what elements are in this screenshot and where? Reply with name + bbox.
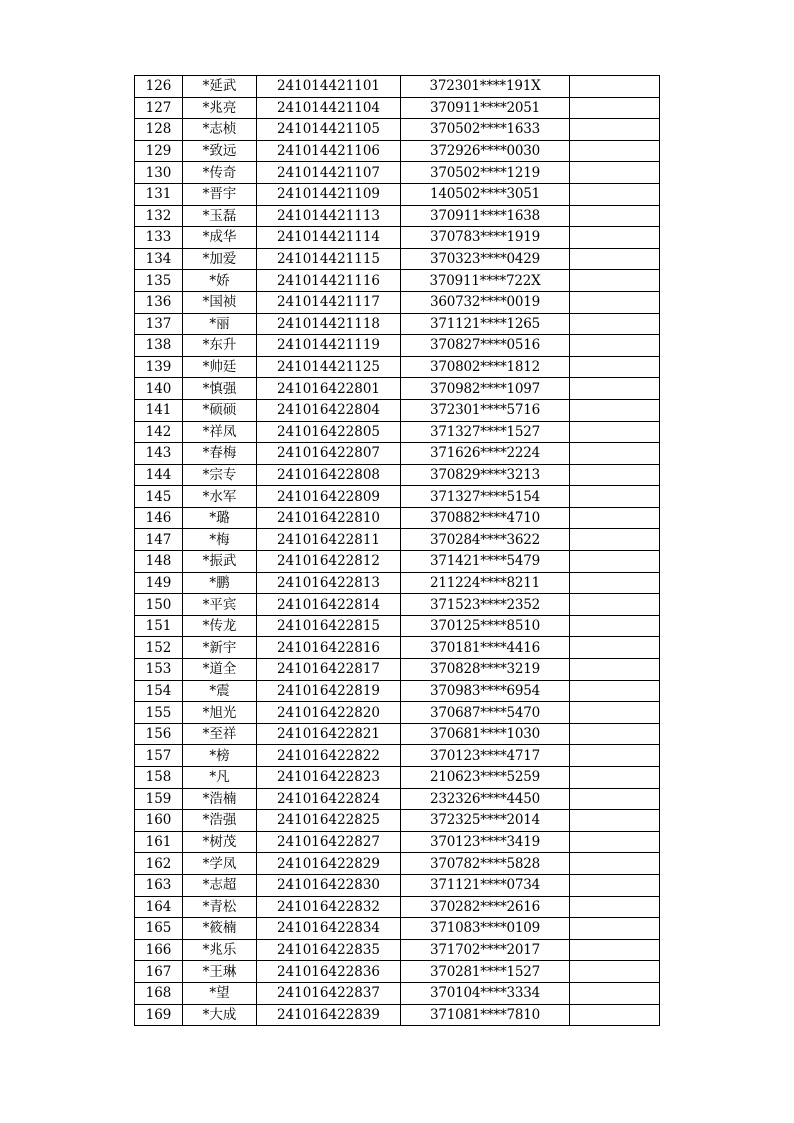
remark-cell	[570, 356, 660, 378]
remark-cell	[570, 810, 660, 832]
table-row	[135, 378, 660, 400]
table-row	[135, 227, 660, 249]
table-row	[135, 896, 660, 918]
table-row	[135, 421, 660, 443]
name-cell: *水军	[183, 486, 257, 508]
id-card-cell: 370911****722X	[401, 270, 570, 292]
id-card-cell: 370502****1219	[401, 162, 570, 184]
name-cell: *振武	[183, 551, 257, 573]
row-number-cell: 157	[135, 745, 183, 767]
row-number-cell: 160	[135, 810, 183, 832]
table-row	[135, 831, 660, 853]
row-number-cell: 168	[135, 982, 183, 1004]
student-id-cell: 241014421119	[257, 335, 401, 357]
remark-cell	[570, 76, 660, 98]
table-row	[135, 853, 660, 875]
remark-cell	[570, 119, 660, 141]
student-id-cell: 241014421125	[257, 356, 401, 378]
remark-cell	[570, 767, 660, 789]
roster-table-body	[135, 76, 660, 1026]
student-id-cell: 241016422820	[257, 702, 401, 724]
row-number-cell: 164	[135, 896, 183, 918]
id-card-cell: 210623****5259	[401, 767, 570, 789]
table-row	[135, 248, 660, 270]
student-id-cell: 241014421109	[257, 183, 401, 205]
row-number-cell: 138	[135, 335, 183, 357]
student-id-cell: 241016422827	[257, 831, 401, 853]
name-cell: *硕硕	[183, 399, 257, 421]
student-id-cell: 241014421116	[257, 270, 401, 292]
table-row	[135, 551, 660, 573]
id-card-cell: 370281****1527	[401, 961, 570, 983]
table-row	[135, 291, 660, 313]
remark-cell	[570, 874, 660, 896]
id-card-cell: 370502****1633	[401, 119, 570, 141]
id-card-cell: 371081****7810	[401, 1004, 570, 1026]
remark-cell	[570, 659, 660, 681]
remark-cell	[570, 723, 660, 745]
student-id-cell: 241016422821	[257, 723, 401, 745]
row-number-cell: 167	[135, 961, 183, 983]
row-number-cell: 141	[135, 399, 183, 421]
table-row	[135, 140, 660, 162]
id-card-cell: 370911****2051	[401, 97, 570, 119]
id-card-cell: 370782****5828	[401, 853, 570, 875]
id-card-cell: 371523****2352	[401, 594, 570, 616]
row-number-cell: 150	[135, 594, 183, 616]
student-id-cell: 241016422808	[257, 464, 401, 486]
remark-cell	[570, 572, 660, 594]
student-id-cell: 241016422834	[257, 918, 401, 940]
remark-cell	[570, 486, 660, 508]
row-number-cell: 151	[135, 615, 183, 637]
row-number-cell: 127	[135, 97, 183, 119]
student-id-cell: 241016422829	[257, 853, 401, 875]
id-card-cell: 372926****0030	[401, 140, 570, 162]
name-cell: *慎强	[183, 378, 257, 400]
remark-cell	[570, 270, 660, 292]
name-cell: *璐	[183, 507, 257, 529]
remark-cell	[570, 680, 660, 702]
id-card-cell: 370783****1919	[401, 227, 570, 249]
table-row	[135, 486, 660, 508]
table-row	[135, 572, 660, 594]
id-card-cell: 232326****4450	[401, 788, 570, 810]
student-id-cell: 241014421114	[257, 227, 401, 249]
table-row	[135, 507, 660, 529]
row-number-cell: 154	[135, 680, 183, 702]
name-cell: *成华	[183, 227, 257, 249]
row-number-cell: 133	[135, 227, 183, 249]
id-card-cell: 371702****2017	[401, 939, 570, 961]
remark-cell	[570, 399, 660, 421]
name-cell: *凡	[183, 767, 257, 789]
row-number-cell: 165	[135, 918, 183, 940]
student-id-cell: 241014421117	[257, 291, 401, 313]
table-row	[135, 939, 660, 961]
name-cell: *晋宇	[183, 183, 257, 205]
student-id-cell: 241014421104	[257, 97, 401, 119]
name-cell: *兆亮	[183, 97, 257, 119]
name-cell: *榜	[183, 745, 257, 767]
student-id-cell: 241016422812	[257, 551, 401, 573]
student-id-cell: 241016422814	[257, 594, 401, 616]
student-id-cell: 241016422815	[257, 615, 401, 637]
id-card-cell: 370687****5470	[401, 702, 570, 724]
id-card-cell: 370882****4710	[401, 507, 570, 529]
name-cell: *传奇	[183, 162, 257, 184]
name-cell: *青松	[183, 896, 257, 918]
id-card-cell: 370282****2616	[401, 896, 570, 918]
remark-cell	[570, 227, 660, 249]
remark-cell	[570, 745, 660, 767]
remark-cell	[570, 594, 660, 616]
name-cell: *道全	[183, 659, 257, 681]
name-cell: *志超	[183, 874, 257, 896]
table-row	[135, 76, 660, 98]
student-id-cell: 241016422801	[257, 378, 401, 400]
table-row	[135, 529, 660, 551]
row-number-cell: 126	[135, 76, 183, 98]
student-id-cell: 241016422819	[257, 680, 401, 702]
id-card-cell: 371121****0734	[401, 874, 570, 896]
row-number-cell: 128	[135, 119, 183, 141]
student-id-cell: 241016422805	[257, 421, 401, 443]
id-card-cell: 370911****1638	[401, 205, 570, 227]
row-number-cell: 139	[135, 356, 183, 378]
student-id-cell: 241016422835	[257, 939, 401, 961]
remark-cell	[570, 918, 660, 940]
table-row	[135, 788, 660, 810]
table-row	[135, 205, 660, 227]
name-cell: *平宾	[183, 594, 257, 616]
row-number-cell: 134	[135, 248, 183, 270]
id-card-cell: 370125****8510	[401, 615, 570, 637]
remark-cell	[570, 702, 660, 724]
remark-cell	[570, 183, 660, 205]
table-row	[135, 961, 660, 983]
name-cell: *新宇	[183, 637, 257, 659]
row-number-cell: 132	[135, 205, 183, 227]
row-number-cell: 144	[135, 464, 183, 486]
id-card-cell: 370284****3622	[401, 529, 570, 551]
row-number-cell: 129	[135, 140, 183, 162]
row-number-cell: 156	[135, 723, 183, 745]
student-id-cell: 241014421101	[257, 76, 401, 98]
remark-cell	[570, 335, 660, 357]
name-cell: *王琳	[183, 961, 257, 983]
id-card-cell: 370827****0516	[401, 335, 570, 357]
name-cell: *祥凤	[183, 421, 257, 443]
table-row	[135, 637, 660, 659]
student-id-cell: 241016422837	[257, 982, 401, 1004]
id-card-cell: 211224****8211	[401, 572, 570, 594]
student-id-cell: 241014421115	[257, 248, 401, 270]
remark-cell	[570, 464, 660, 486]
table-row	[135, 399, 660, 421]
name-cell: *玉磊	[183, 205, 257, 227]
id-card-cell: 370802****1812	[401, 356, 570, 378]
name-cell: *国祯	[183, 291, 257, 313]
row-number-cell: 158	[135, 767, 183, 789]
id-card-cell: 370681****1030	[401, 723, 570, 745]
row-number-cell: 166	[135, 939, 183, 961]
id-card-cell: 371083****0109	[401, 918, 570, 940]
remark-cell	[570, 162, 660, 184]
name-cell: *筱楠	[183, 918, 257, 940]
table-row	[135, 874, 660, 896]
id-card-cell: 371421****5479	[401, 551, 570, 573]
name-cell: *梅	[183, 529, 257, 551]
remark-cell	[570, 831, 660, 853]
id-card-cell: 371626****2224	[401, 443, 570, 465]
student-id-cell: 241016422811	[257, 529, 401, 551]
table-row	[135, 723, 660, 745]
table-row	[135, 162, 660, 184]
student-id-cell: 241016422824	[257, 788, 401, 810]
name-cell: *学凤	[183, 853, 257, 875]
name-cell: *大成	[183, 1004, 257, 1026]
row-number-cell: 142	[135, 421, 183, 443]
table-row	[135, 659, 660, 681]
table-row	[135, 680, 660, 702]
name-cell: *传龙	[183, 615, 257, 637]
remark-cell	[570, 291, 660, 313]
student-id-cell: 241016422825	[257, 810, 401, 832]
student-id-cell: 241016422823	[257, 767, 401, 789]
student-id-cell: 241016422822	[257, 745, 401, 767]
student-id-cell: 241016422809	[257, 486, 401, 508]
table-row	[135, 615, 660, 637]
student-id-cell: 241016422836	[257, 961, 401, 983]
remark-cell	[570, 896, 660, 918]
remark-cell	[570, 248, 660, 270]
id-card-cell: 371327****5154	[401, 486, 570, 508]
remark-cell	[570, 788, 660, 810]
name-cell: *鹏	[183, 572, 257, 594]
table-row	[135, 464, 660, 486]
name-cell: *兆乐	[183, 939, 257, 961]
student-id-cell: 241014421113	[257, 205, 401, 227]
remark-cell	[570, 507, 660, 529]
id-card-cell: 371121****1265	[401, 313, 570, 335]
name-cell: *树茂	[183, 831, 257, 853]
id-card-cell: 370104****3334	[401, 982, 570, 1004]
name-cell: *望	[183, 982, 257, 1004]
table-row	[135, 810, 660, 832]
name-cell: *宗专	[183, 464, 257, 486]
name-cell: *东升	[183, 335, 257, 357]
student-id-cell: 241016422830	[257, 874, 401, 896]
row-number-cell: 153	[135, 659, 183, 681]
student-id-cell: 241016422817	[257, 659, 401, 681]
name-cell: *至祥	[183, 723, 257, 745]
name-cell: *旭光	[183, 702, 257, 724]
student-id-cell: 241014421106	[257, 140, 401, 162]
student-id-cell: 241016422810	[257, 507, 401, 529]
table-row	[135, 335, 660, 357]
table-row	[135, 918, 660, 940]
id-card-cell: 370123****4717	[401, 745, 570, 767]
table-row	[135, 183, 660, 205]
name-cell: *丽	[183, 313, 257, 335]
row-number-cell: 136	[135, 291, 183, 313]
row-number-cell: 152	[135, 637, 183, 659]
remark-cell	[570, 939, 660, 961]
table-row	[135, 1004, 660, 1026]
remark-cell	[570, 961, 660, 983]
row-number-cell: 148	[135, 551, 183, 573]
name-cell: *震	[183, 680, 257, 702]
remark-cell	[570, 529, 660, 551]
row-number-cell: 130	[135, 162, 183, 184]
name-cell: *帅廷	[183, 356, 257, 378]
remark-cell	[570, 205, 660, 227]
table-row	[135, 443, 660, 465]
row-number-cell: 146	[135, 507, 183, 529]
table-row	[135, 982, 660, 1004]
id-card-cell: 140502****3051	[401, 183, 570, 205]
row-number-cell: 149	[135, 572, 183, 594]
name-cell: *浩楠	[183, 788, 257, 810]
row-number-cell: 155	[135, 702, 183, 724]
remark-cell	[570, 637, 660, 659]
remark-cell	[570, 1004, 660, 1026]
name-cell: *浩强	[183, 810, 257, 832]
remark-cell	[570, 615, 660, 637]
id-card-cell: 370181****4416	[401, 637, 570, 659]
row-number-cell: 143	[135, 443, 183, 465]
remark-cell	[570, 140, 660, 162]
row-number-cell: 135	[135, 270, 183, 292]
student-id-cell: 241014421105	[257, 119, 401, 141]
student-id-cell: 241016422804	[257, 399, 401, 421]
student-id-cell: 241016422816	[257, 637, 401, 659]
table-row	[135, 356, 660, 378]
student-id-cell: 241014421118	[257, 313, 401, 335]
table-row	[135, 119, 660, 141]
row-number-cell: 159	[135, 788, 183, 810]
id-card-cell: 370828****3219	[401, 659, 570, 681]
row-number-cell: 131	[135, 183, 183, 205]
remark-cell	[570, 443, 660, 465]
id-card-cell: 372325****2014	[401, 810, 570, 832]
student-id-cell: 241016422832	[257, 896, 401, 918]
name-cell: *延武	[183, 76, 257, 98]
row-number-cell: 169	[135, 1004, 183, 1026]
remark-cell	[570, 853, 660, 875]
remark-cell	[570, 97, 660, 119]
table-row	[135, 767, 660, 789]
remark-cell	[570, 982, 660, 1004]
row-number-cell: 140	[135, 378, 183, 400]
name-cell: *加爱	[183, 248, 257, 270]
student-id-cell: 241014421107	[257, 162, 401, 184]
id-card-cell: 360732****0019	[401, 291, 570, 313]
id-card-cell: 371327****1527	[401, 421, 570, 443]
student-id-cell: 241016422807	[257, 443, 401, 465]
table-row	[135, 97, 660, 119]
table-row	[135, 702, 660, 724]
row-number-cell: 162	[135, 853, 183, 875]
name-cell: *春梅	[183, 443, 257, 465]
id-card-cell: 370983****6954	[401, 680, 570, 702]
table-row	[135, 270, 660, 292]
name-cell: *致远	[183, 140, 257, 162]
student-id-cell: 241016422813	[257, 572, 401, 594]
remark-cell	[570, 421, 660, 443]
remark-cell	[570, 313, 660, 335]
id-card-cell: 370323****0429	[401, 248, 570, 270]
name-cell: *志桢	[183, 119, 257, 141]
row-number-cell: 147	[135, 529, 183, 551]
table-row	[135, 745, 660, 767]
row-number-cell: 145	[135, 486, 183, 508]
table-row	[135, 594, 660, 616]
id-card-cell: 370982****1097	[401, 378, 570, 400]
row-number-cell: 161	[135, 831, 183, 853]
id-card-cell: 372301****191X	[401, 76, 570, 98]
table-row	[135, 313, 660, 335]
id-card-cell: 372301****5716	[401, 399, 570, 421]
id-card-cell: 370829****3213	[401, 464, 570, 486]
remark-cell	[570, 378, 660, 400]
row-number-cell: 137	[135, 313, 183, 335]
student-id-cell: 241016422839	[257, 1004, 401, 1026]
row-number-cell: 163	[135, 874, 183, 896]
remark-cell	[570, 551, 660, 573]
name-cell: *娇	[183, 270, 257, 292]
id-card-cell: 370123****3419	[401, 831, 570, 853]
roster-table	[134, 75, 660, 1026]
